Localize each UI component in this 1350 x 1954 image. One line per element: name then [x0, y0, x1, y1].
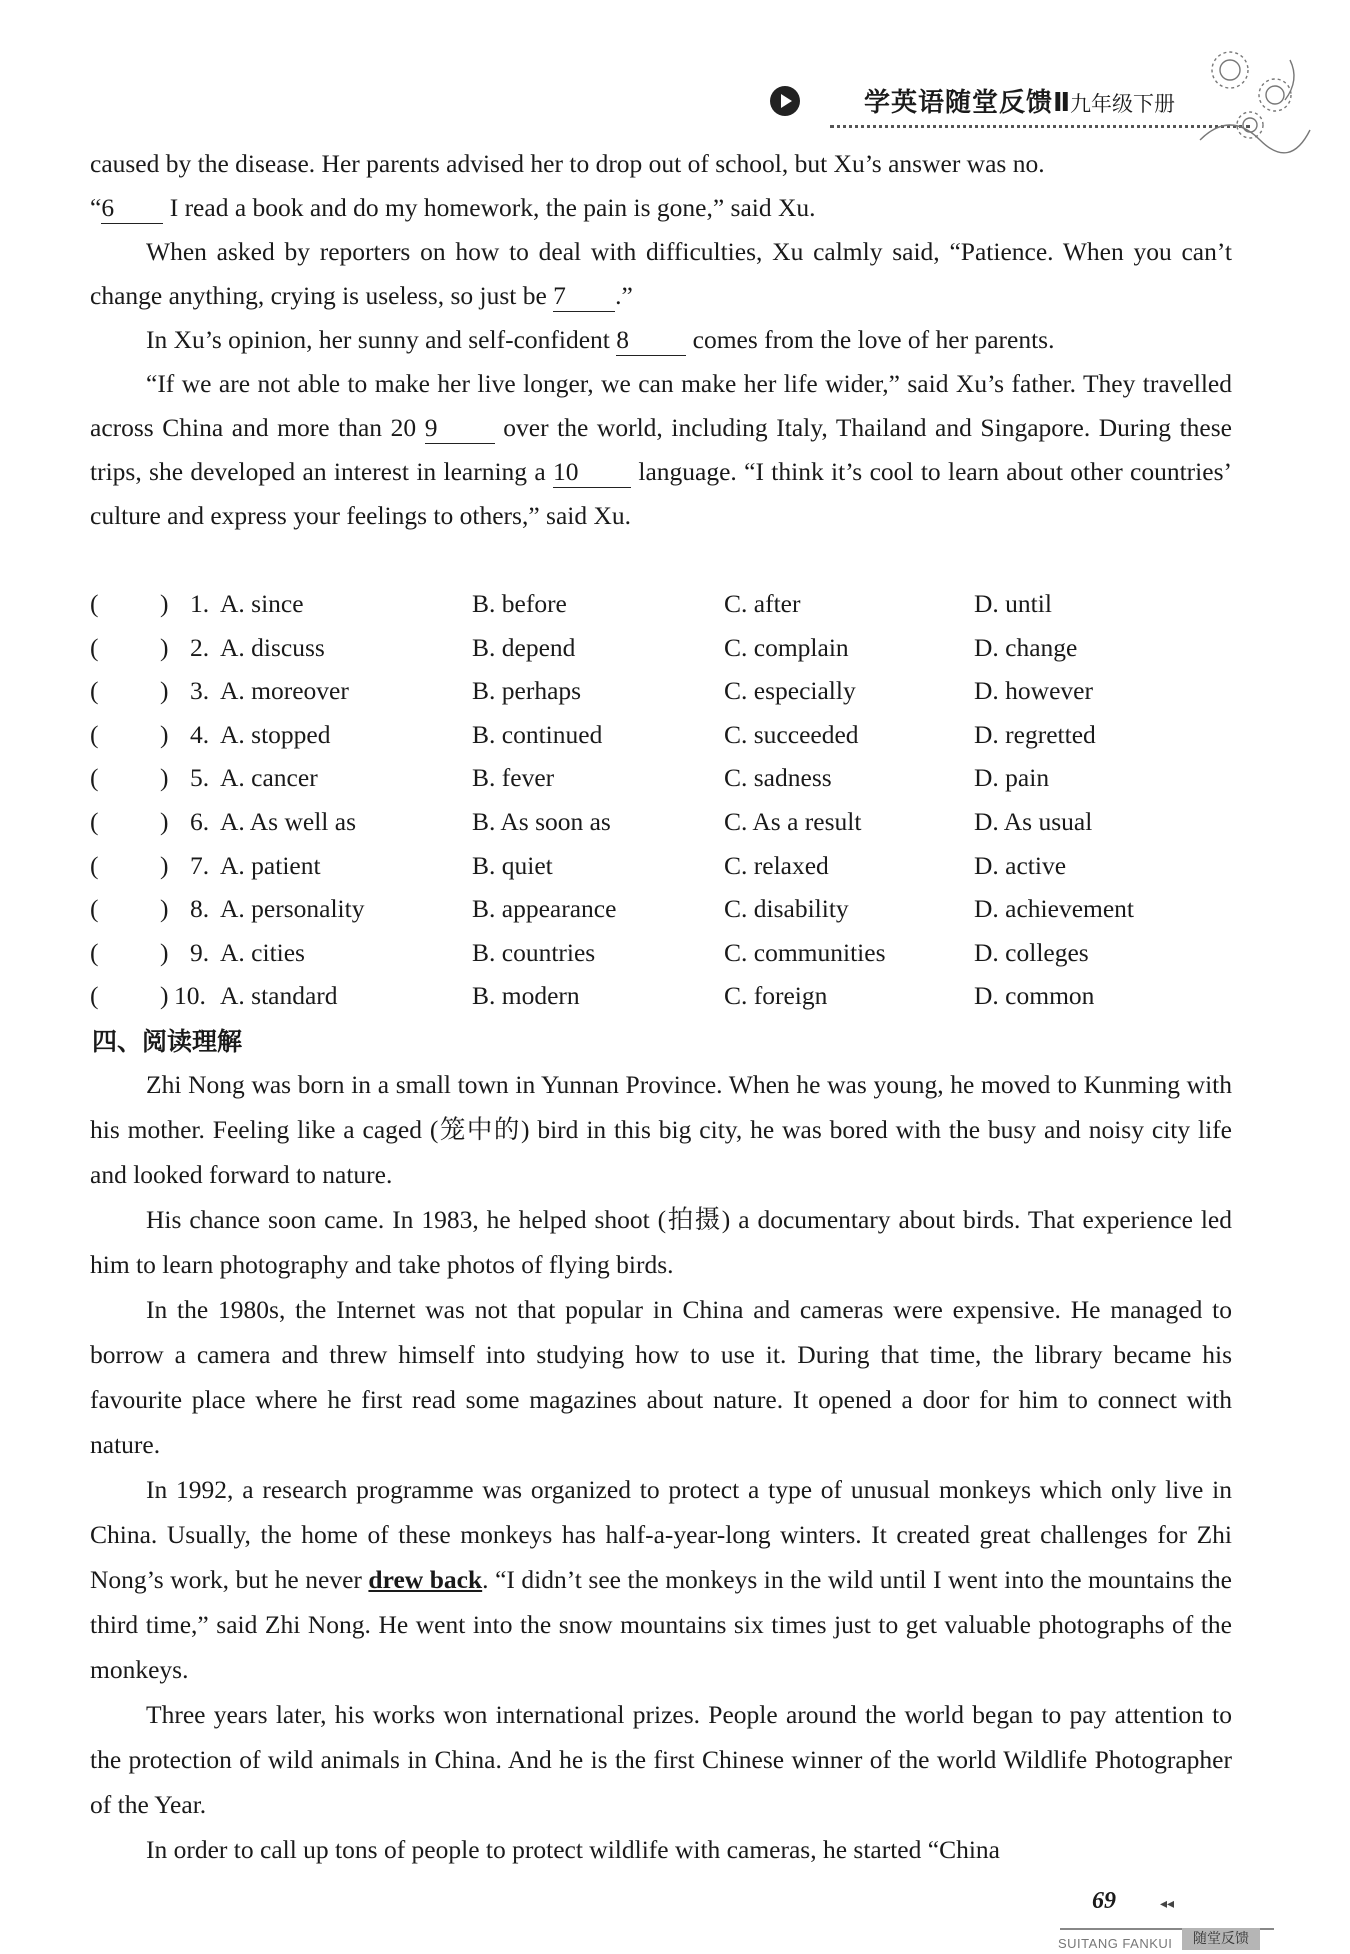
- option-c[interactable]: C. sadness: [724, 763, 832, 793]
- option-d[interactable]: D. however: [974, 676, 1093, 706]
- option-c[interactable]: C. succeeded: [724, 719, 859, 749]
- option-b[interactable]: B. perhaps: [472, 676, 582, 706]
- option-c[interactable]: C. relaxed: [724, 850, 829, 880]
- option-row: [90, 931, 1230, 975]
- blank-9[interactable]: 9: [425, 413, 495, 444]
- blank-6[interactable]: 6: [101, 193, 163, 224]
- option-row: [90, 800, 1230, 844]
- answer-paren-left: (: [90, 850, 99, 880]
- header-dotted-rule: [830, 125, 1250, 128]
- option-a[interactable]: A. cities: [220, 937, 305, 967]
- option-c[interactable]: C. especially: [724, 676, 856, 706]
- option-a[interactable]: A. cancer: [220, 763, 318, 793]
- answer-paren-left: (: [90, 676, 99, 706]
- passage-line: [90, 142, 1232, 186]
- passage-paragraph: [90, 318, 1232, 362]
- answer-paren-right: ): [160, 589, 169, 618]
- answer-paren-left: (: [90, 981, 99, 1011]
- option-c[interactable]: C. after: [724, 589, 801, 618]
- passage-paragraph: Three years later, his works won international prizes. People around the world began to pay attention to the protection of wild animals in China. And he is the first Chinese winner of the world Wildlife Photographer of the Year.: [90, 1700, 1232, 1819]
- option-d[interactable]: D. active: [974, 850, 1067, 880]
- option-row: [90, 887, 1230, 931]
- option-c[interactable]: C. complain: [724, 632, 849, 662]
- option-b[interactable]: B. continued: [472, 719, 603, 749]
- answer-paren-right: ): [160, 937, 169, 967]
- option-a[interactable]: A. standard: [220, 981, 338, 1011]
- option-a[interactable]: A. As well as: [220, 807, 356, 836]
- answer-paren-right: ): [160, 719, 169, 749]
- section-title: 四、阅读理解: [92, 1027, 243, 1056]
- option-d[interactable]: D. colleges: [974, 937, 1089, 967]
- option-c[interactable]: C. foreign: [724, 981, 828, 1011]
- option-d[interactable]: D. common: [974, 981, 1095, 1011]
- option-a[interactable]: A. patient: [220, 850, 321, 880]
- blank-8[interactable]: 8: [616, 325, 686, 356]
- play-icon: [770, 86, 800, 116]
- option-a[interactable]: A. discuss: [220, 632, 325, 662]
- passage-text: “: [90, 193, 102, 222]
- answer-paren-right: ): [160, 763, 169, 793]
- passage-text: When asked by reporters on how to deal with difficulties, Xu calmly said, “Patience. When you can’t change anything, crying is useless, so just be: [90, 237, 1232, 310]
- option-row: [90, 713, 1230, 757]
- question-number: 5.: [190, 763, 210, 793]
- passage-paragraph: Zhi Nong was born in a small town in Yunnan Province. When he was young, he moved to Kunming with his mother. Feeling like a caged (笼中的) bird in this big city, he was bored with the busy and noisy city life and looked forward to nature.: [90, 1070, 1232, 1189]
- option-row: [90, 756, 1230, 800]
- question-number: 1.: [190, 589, 210, 618]
- question-number: 6.: [190, 807, 210, 836]
- book-subtitle: 九年级下册: [1070, 92, 1175, 116]
- question-number: 8.: [190, 894, 210, 924]
- option-row: [90, 582, 1230, 626]
- option-a[interactable]: A. stopped: [220, 719, 331, 749]
- answer-paren-left: (: [90, 719, 99, 749]
- answer-paren-right: ): [160, 981, 169, 1011]
- book-title: 学英语随堂反馈Ⅱ: [864, 88, 1072, 118]
- option-b[interactable]: B. appearance: [472, 894, 617, 924]
- passage-text: In Xu’s opinion, her sunny and self-confident: [146, 325, 617, 354]
- option-a[interactable]: A. since: [220, 589, 304, 618]
- question-number: 3.: [190, 676, 210, 706]
- passage-text: .”: [615, 281, 633, 310]
- option-a[interactable]: A. personality: [220, 894, 365, 924]
- answer-paren-left: (: [90, 763, 99, 793]
- passage-paragraph: His chance soon came. In 1983, he helped shoot (拍摄) a documentary about birds. That experience led him to learn photography and take photos of flying birds.: [90, 1205, 1232, 1279]
- option-c[interactable]: C. disability: [724, 894, 849, 924]
- answer-paren-left: (: [90, 632, 99, 662]
- arrows-icon: ◂◂: [1160, 1897, 1175, 1912]
- passage-paragraph: [90, 230, 1232, 318]
- option-d[interactable]: D. until: [974, 589, 1052, 618]
- answer-paren-right: ): [160, 676, 169, 706]
- answer-paren-right: ): [160, 807, 169, 836]
- option-d[interactable]: D. pain: [974, 763, 1050, 793]
- passage-paragraph: In the 1980s, the Internet was not that popular in China and cameras were expensive. He managed to borrow a camera and threw himself into studying how to use it. During that time, the library became his favourite place where he first read some magazines about nature. It opened a door for him to connect with nature.: [90, 1295, 1232, 1459]
- footer-english-label: SUITANG FANKUI: [1058, 1936, 1173, 1951]
- passage-paragraph: [90, 1467, 1232, 1692]
- option-b[interactable]: B. modern: [472, 981, 580, 1011]
- option-b[interactable]: B. countries: [472, 937, 596, 967]
- passage-text: language. “I think it’s cool to learn about other countries’ culture and express your feelings to others,” said Xu.: [90, 457, 1232, 530]
- passage-text: over the world, including Italy, Thailand and Singapore. During these trips, she developed an interest in learning a: [90, 413, 1232, 486]
- option-row: [90, 669, 1230, 713]
- page-header: [770, 78, 1250, 128]
- option-d[interactable]: D. As usual: [974, 807, 1093, 836]
- question-number: 2.: [190, 632, 210, 662]
- answer-paren-left: (: [90, 807, 99, 836]
- question-number: 4.: [190, 719, 210, 749]
- answer-paren-right: ): [160, 632, 169, 662]
- blank-7[interactable]: 7: [553, 281, 615, 312]
- passage-text: caused by the disease. Her parents advised her to drop out of school, but Xu’s answer was no.: [90, 149, 1045, 178]
- option-a[interactable]: A. moreover: [220, 676, 349, 706]
- option-b[interactable]: B. before: [472, 589, 567, 618]
- reading-passage: [90, 1062, 1232, 1872]
- option-d[interactable]: D. regretted: [974, 719, 1096, 749]
- option-d[interactable]: D. change: [974, 632, 1078, 662]
- option-row: [90, 844, 1230, 888]
- cloze-passage: [90, 142, 1232, 538]
- passage-text: comes from the love of her parents.: [686, 325, 1055, 354]
- answer-paren-right: ): [160, 894, 169, 924]
- answer-paren-right: ): [160, 850, 169, 880]
- passage-text: “If we are not able to make her live longer, we can make her life wider,” said Xu’s father. They travelled across China and more than 20: [90, 369, 1232, 442]
- page-number: 69: [1092, 1888, 1116, 1914]
- option-row: [90, 974, 1230, 1018]
- option-row: [90, 626, 1230, 670]
- option-b[interactable]: B. As soon as: [472, 807, 611, 836]
- option-b[interactable]: B. quiet: [472, 850, 553, 880]
- passage-paragraph: [90, 362, 1232, 538]
- answer-paren-left: (: [90, 894, 99, 924]
- option-c[interactable]: C. As a result: [724, 807, 862, 836]
- question-number: 10.: [174, 981, 206, 1011]
- option-c[interactable]: C. communities: [724, 937, 886, 967]
- answer-paren-left: (: [90, 589, 99, 618]
- option-b[interactable]: B. fever: [472, 763, 555, 793]
- passage-text: . “I didn’t see the monkeys in the wild until I went into the mountains the third time,” said Zhi Nong. He went into the snow mountains six times just to get valuable photographs of the monkeys.: [90, 1565, 1232, 1684]
- highlighted-phrase: drew back: [368, 1565, 483, 1594]
- question-number: 7.: [190, 850, 210, 880]
- passage-text: I read a book and do my homework, the pain is gone,” said Xu.: [163, 193, 816, 222]
- option-d[interactable]: D. achievement: [974, 894, 1135, 924]
- footer-badge: 随堂反馈: [1182, 1928, 1260, 1950]
- question-number: 9.: [190, 937, 210, 967]
- blank-10[interactable]: 10: [553, 457, 631, 488]
- passage-paragraph: In order to call up tons of people to protect wildlife with cameras, he started “China: [146, 1835, 1000, 1864]
- answer-paren-left: (: [90, 937, 99, 967]
- passage-line: [90, 186, 1232, 230]
- option-b[interactable]: B. depend: [472, 632, 576, 662]
- passage-text: In 1992, a research programme was organized to protect a type of unusual monkeys which only live in China. Usually, the home of these monkeys has half-a-year-long winters. It created great challenges for Zhi Nong’s work, but he never: [90, 1475, 1232, 1594]
